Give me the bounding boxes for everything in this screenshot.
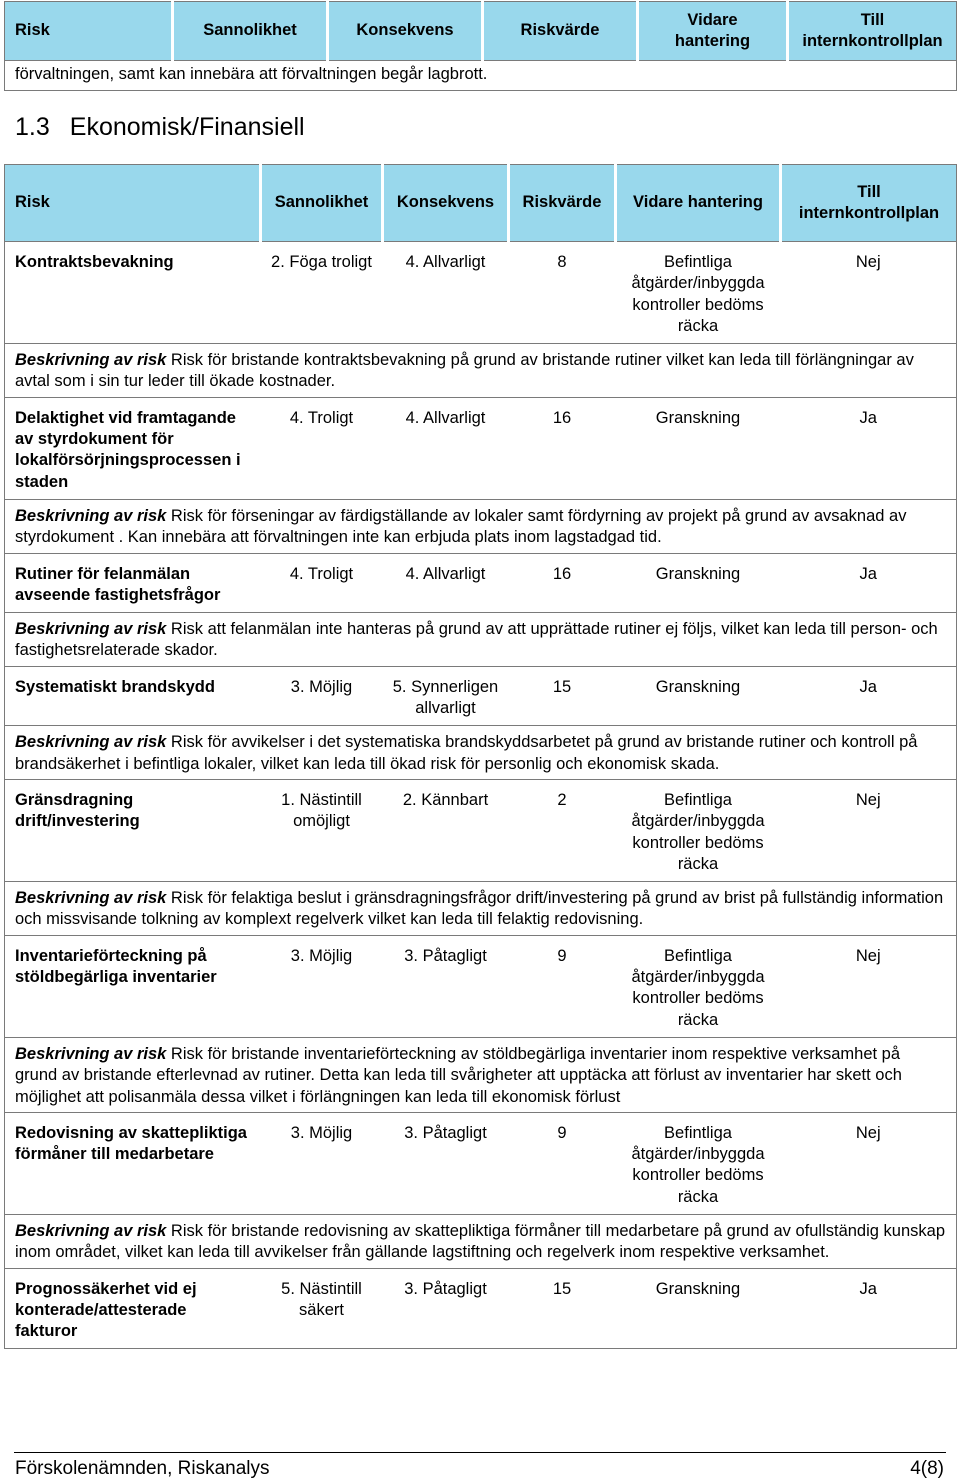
description-label: Beskrivning av risk [15, 1221, 167, 1240]
risk-description [5, 1037, 957, 1112]
risk-probability: 3. Möjlig [290, 1123, 353, 1142]
description-label: Beskrivning av risk [15, 1044, 167, 1063]
risk-internal-control: Nej [855, 946, 881, 965]
description-label: Beskrivning av risk [15, 733, 167, 752]
risk-name: Rutiner för felanmälan avseende fastighetsfrågor [15, 564, 221, 604]
risk-value: 2 [557, 790, 567, 809]
col-risk: Risk [5, 2, 173, 61]
description-text: Risk för felaktiga beslut i gränsdragningsfrågor drift/investering på grund av brist på fullständig information och missvisande tolkning av komplext regelverk vilket kan leda till felaktig redovisning. [15, 889, 944, 929]
risk-probability: 4. Troligt [289, 564, 354, 583]
risk-consequence: 2. Kännbart [402, 790, 489, 809]
continuation-row [5, 61, 957, 91]
table-header-row [5, 165, 957, 242]
risk-internal-control: Nej [855, 1123, 881, 1142]
table-row [5, 397, 957, 499]
risk-consequence: 5. Synnerligen allvarligt [392, 677, 499, 718]
risk-description [5, 344, 957, 398]
risk-description [5, 882, 957, 936]
risk-consequence: 4. Allvarligt [405, 564, 486, 583]
risk-name: Redovisning av skattepliktiga förmåner till medarbetare [15, 1123, 247, 1164]
risk-name: Prognossäkerhet vid ej konterade/attesterade fakturor [15, 1279, 197, 1341]
risk-name: Systematiskt brandskydd [15, 677, 215, 696]
table-row [5, 242, 957, 344]
risk-internal-control: Ja [859, 677, 877, 696]
risk-description [5, 726, 957, 780]
risk-handling: Befintliga åtgärder/inbyggda kontroller bedöms räcka [631, 1123, 765, 1206]
description-text: Risk att felanmälan inte hanteras på grund av att upprättade rutiner ej följs, vilket kan leda till person- och fastighetsrelaterade skador. [15, 620, 938, 660]
col-risk-value: Riskvärde [483, 2, 638, 61]
col-internal-control: Till internkontrollplan [781, 165, 957, 242]
risk-internal-control: Ja [859, 1279, 877, 1298]
risk-probability: 3. Möjlig [290, 677, 353, 696]
table-row [5, 779, 957, 881]
risk-description [5, 499, 957, 553]
description-text: Risk för bristande kontraktsbevakning på grund av bristande rutiner vilket kan leda till förlängningar av avtal som i sin tur leder till ökade kostnader. [15, 351, 914, 391]
risk-description-row [5, 344, 957, 398]
col-further-handling: Vidare hantering [616, 165, 781, 242]
risk-handling: Granskning [655, 564, 741, 583]
risk-internal-control: Nej [855, 253, 881, 271]
risk-handling: Befintliga åtgärder/inbyggda kontroller bedöms räcka [631, 253, 765, 335]
description-label: Beskrivning av risk [15, 351, 167, 370]
description-label: Beskrivning av risk [15, 620, 167, 639]
risk-probability: 3. Möjlig [290, 946, 353, 965]
table-row [5, 935, 957, 1037]
col-internal-control: Till internkontrollplan [788, 2, 957, 61]
risk-description-row [5, 613, 957, 667]
risk-value: 15 [552, 1279, 572, 1298]
table-row [5, 553, 957, 613]
description-text: Risk för bristande redovisning av skattepliktiga förmåner till medarbetare på grund av ofullständig kunskap inom området, vilket kan leda till avvikelser från gällande lagstiftning och regelverk inom respektive verksamhet. [15, 1221, 945, 1262]
table-header-row [5, 2, 957, 61]
risk-value: 15 [552, 677, 572, 696]
risk-name: Delaktighet vid framtagande av styrdokument för lokalförsörjningsprocessen i staden [15, 408, 241, 491]
risk-handling: Granskning [655, 1279, 741, 1298]
description-text: Risk för bristande inventarieförteckning av stöldbegärliga inventarier inom respektive verksamhet på grund av bristande efterlevnad av rutiner. Detta kan leda till svårigheter att upptäcka att förlust av inventarier har skett och möjlighet att polisanmäla dessa vilket i förlängningen kan leda till ekonomisk förlust [15, 1044, 902, 1106]
table-row [5, 1112, 957, 1214]
risk-description-row [5, 882, 957, 936]
risk-handling: Befintliga åtgärder/inbyggda kontroller bedöms räcka [631, 790, 765, 873]
risk-description-row [5, 1037, 957, 1112]
footer-page-number: 4(8) [910, 1458, 944, 1479]
risk-description-row [5, 726, 957, 780]
table-row [5, 666, 957, 726]
section-heading [15, 113, 305, 142]
risk-description-row [5, 499, 957, 553]
risk-probability: 2. Föga troligt [271, 253, 372, 271]
risk-handling: Befintliga åtgärder/inbyggda kontroller bedöms räcka [631, 946, 765, 1029]
risk-value: 16 [552, 564, 572, 583]
col-consequence: Konsekvens [328, 2, 483, 61]
risk-description-row [5, 1214, 957, 1268]
risk-consequence: 3. Påtagligt [404, 1123, 487, 1142]
col-probability: Sannolikhet [261, 165, 383, 242]
risk-internal-control: Ja [859, 564, 877, 583]
continuation-text: förvaltningen, samt kan innebära att förvaltningen begår lagbrott. [5, 61, 957, 91]
risk-probability: 4. Troligt [289, 408, 354, 427]
risk-value: 9 [557, 946, 567, 965]
risk-table-body [5, 242, 957, 1349]
risk-consequence: 4. Allvarligt [405, 253, 486, 271]
section-title: Ekonomisk/Finansiell [69, 113, 305, 141]
footer-document-title: Förskolenämnden, Riskanalys [15, 1458, 270, 1479]
risk-probability: 1. Nästintill omöjligt [281, 790, 362, 831]
table-row [5, 1268, 957, 1349]
risk-name: Gränsdragning drift/investering [15, 790, 140, 831]
risk-internal-control: Nej [855, 790, 881, 809]
col-consequence: Konsekvens [383, 165, 509, 242]
risk-probability: 5. Nästintill säkert [281, 1279, 362, 1319]
risk-table [4, 164, 957, 1349]
risk-name: Kontraktsbevakning [15, 253, 174, 271]
risk-handling: Granskning [655, 677, 741, 696]
risk-value: 16 [552, 408, 572, 427]
risk-internal-control: Ja [859, 408, 877, 427]
risk-consequence: 3. Påtagligt [404, 1279, 487, 1298]
risk-value: 9 [557, 1123, 567, 1142]
risk-description [5, 1214, 957, 1268]
risk-consequence: 4. Allvarligt [405, 408, 486, 427]
footer-divider [14, 1452, 946, 1453]
col-probability: Sannolikhet [173, 2, 328, 61]
continued-risk-table [4, 1, 957, 91]
risk-consequence: 3. Påtagligt [404, 946, 487, 965]
section-number: 1.3 [15, 113, 50, 141]
risk-handling: Granskning [655, 408, 741, 427]
description-text: Risk för avvikelser i det systematiska brandskyddsarbetet på grund av bristande rutiner och kontroll på brandsäkerhet i befintliga lokaler, vilket kan leda till ökad risk för personlig och ekonomisk skada. [15, 733, 918, 773]
description-label: Beskrivning av risk [15, 889, 167, 908]
risk-description [5, 613, 957, 667]
description-label: Beskrivning av risk [15, 506, 167, 525]
risk-value: 8 [557, 253, 567, 271]
col-risk: Risk [5, 165, 261, 242]
description-text: Risk för förseningar av färdigställande av lokaler samt fördyrning av projekt på grund av avsaknad av styrdokument . Kan innebära att förvaltningen inte kan erbjuda plats inom lagstadgad tid. [15, 506, 907, 547]
col-risk-value: Riskvärde [509, 165, 616, 242]
col-further-handling: Vidare hantering [638, 2, 788, 61]
risk-name: Inventarieförteckning på stöldbegärliga inventarier [15, 946, 217, 987]
